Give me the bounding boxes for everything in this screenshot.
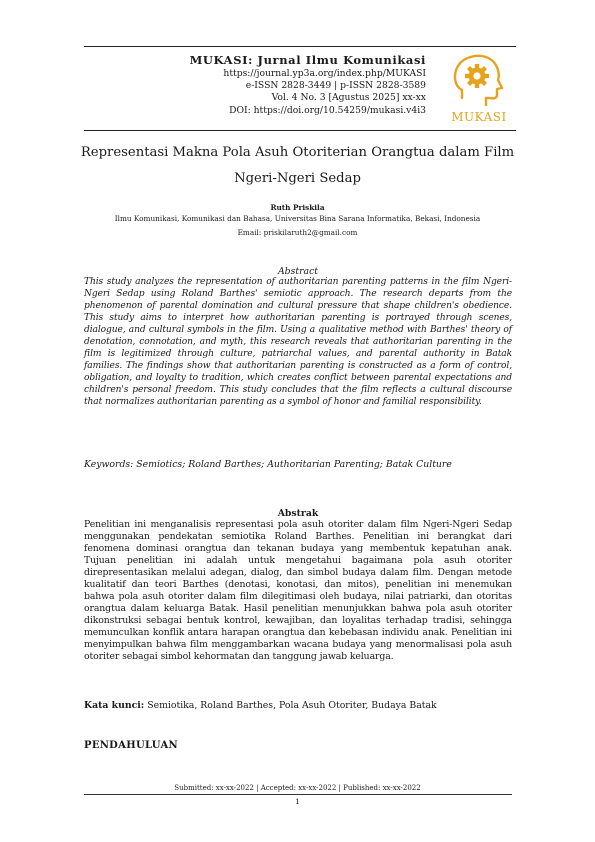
abstract-body: This study analyzes the representation of authoritarian parenting patterns in the film Ngeri-Ngeri Sedap using Roland Barthes' semiotic approach. The research departs from the phenomenon of parental domination and cultural pressure that shape children's obedience. This study aims to interpret how authoritarian parenting is portrayed through scenes, dialogue, and cultural symbols in the film. Using a qualitative method with Barthes' theory of denotation, connotation, and myth, this research reveals that authoritarian parenting in the film is legitimized through culture, patriarchal values, and parental authority in Batak families. The findings show that authoritarian parenting is constructed as a form of control, obligation, and loyalty to tradition, which creates conflict between parental expectations and children's personal freedom. This study concludes that the film reflects a cultural discourse that normalizes authoritarian parenting as a symbol of honor and familial responsibility. bbox=[84, 277, 512, 407]
header-bottom-rule bbox=[84, 130, 516, 131]
journal-title: MUKASI: Jurnal Ilmu Komunikasi bbox=[189, 53, 426, 67]
author-affiliation: Ilmu Komunikasi, Komunikasi dan Bahasa, Universitas Bina Sarana Informatika, Bekasi, Indonesia bbox=[114, 214, 481, 223]
footer-rule bbox=[84, 794, 512, 795]
page-number: 1 bbox=[295, 797, 300, 806]
publication-dates: Submitted: xx-xx-2022 | Accepted: xx-xx-2022 | Published: xx-xx-2022 bbox=[174, 784, 421, 792]
header-top-rule bbox=[84, 46, 516, 47]
journal-header bbox=[84, 46, 516, 131]
keywords-label: Kata kunci: bbox=[84, 700, 145, 711]
article-title-line-1: Representasi Makna Pola Asuh Otoriterian Orangtua dalam Film bbox=[80, 145, 515, 160]
abstrak-heading: Abstrak bbox=[277, 508, 319, 519]
article-title-line-2: Ngeri-Ngeri Sedap bbox=[234, 171, 361, 186]
author-name: Ruth Priskila bbox=[270, 203, 325, 212]
abstrak-body: Penelitian ini menganalisis representasi pola asuh otoriter dalam film Ngeri-Ngeri Sedap menggunakan pendekatan semiotika Roland Barthes. Penelitian ini berangkat dari fenomena dominasi orangtua dan tekanan budaya yang membentuk kepatuhan anak. Tujuan penelitian ini adalah untuk mengetahui bagaimana pola asuh otoriter direpresentasikan melalui adegan, dialog, dan simbol budaya dalam film. Dengan metode kualitatif dan teori Barthes (denotasi, konotasi, dan mitos), penelitian ini menemukan bahwa pola asuh otoriter dalam film dilegitimasi oleh budaya, nilai patriarki, dan otoritas orangtua dalam keluarga Batak. Hasil penelitian menunjukkan bahwa pola asuh otoriter dikonstruksi sebagai bentuk kontrol, kewajiban, dan loyalitas terhadap tradisi, sehingga memunculkan konflik antara harapan orangtua dan kebebasan individu anak. Penelitian ini menyimpulkan bahwa film menggambarkan wacana budaya yang menormalisasi pola asuh otoriter sebagai simbol kehormatan dan tanggung jawab keluarga. bbox=[84, 519, 512, 662]
keywords-indonesian bbox=[84, 700, 437, 711]
journal-url[interactable]: https://journal.yp3a.org/index.php/MUKASI bbox=[223, 68, 426, 79]
author-email[interactable]: Email: priskilaruth2@gmail.com bbox=[237, 228, 358, 237]
journal-info bbox=[190, 52, 426, 117]
journal-doi[interactable]: DOI: https://doi.org/10.54259/mukasi.v4i3 bbox=[229, 104, 426, 116]
keywords-values: Semiotika, Roland Barthes, Pola Asuh Otoriter, Budaya Batak bbox=[144, 700, 437, 711]
keywords-english: Keywords: Semiotics; Roland Barthes; Authoritarian Parenting; Batak Culture bbox=[84, 459, 452, 470]
journal-issn: e-ISSN 2828-3449 | p-ISSN 2828-3589 bbox=[245, 80, 426, 92]
abstract-heading: Abstract bbox=[277, 266, 319, 277]
head-gear-logo-icon bbox=[442, 50, 516, 110]
logo-text: MUKASI bbox=[451, 110, 507, 124]
section-heading-introduction: PENDAHULUAN bbox=[84, 740, 178, 751]
mukasi-logo bbox=[442, 50, 516, 126]
journal-volume: Vol. 4 No. 3 [Agustus 2025] xx-xx bbox=[271, 92, 426, 104]
